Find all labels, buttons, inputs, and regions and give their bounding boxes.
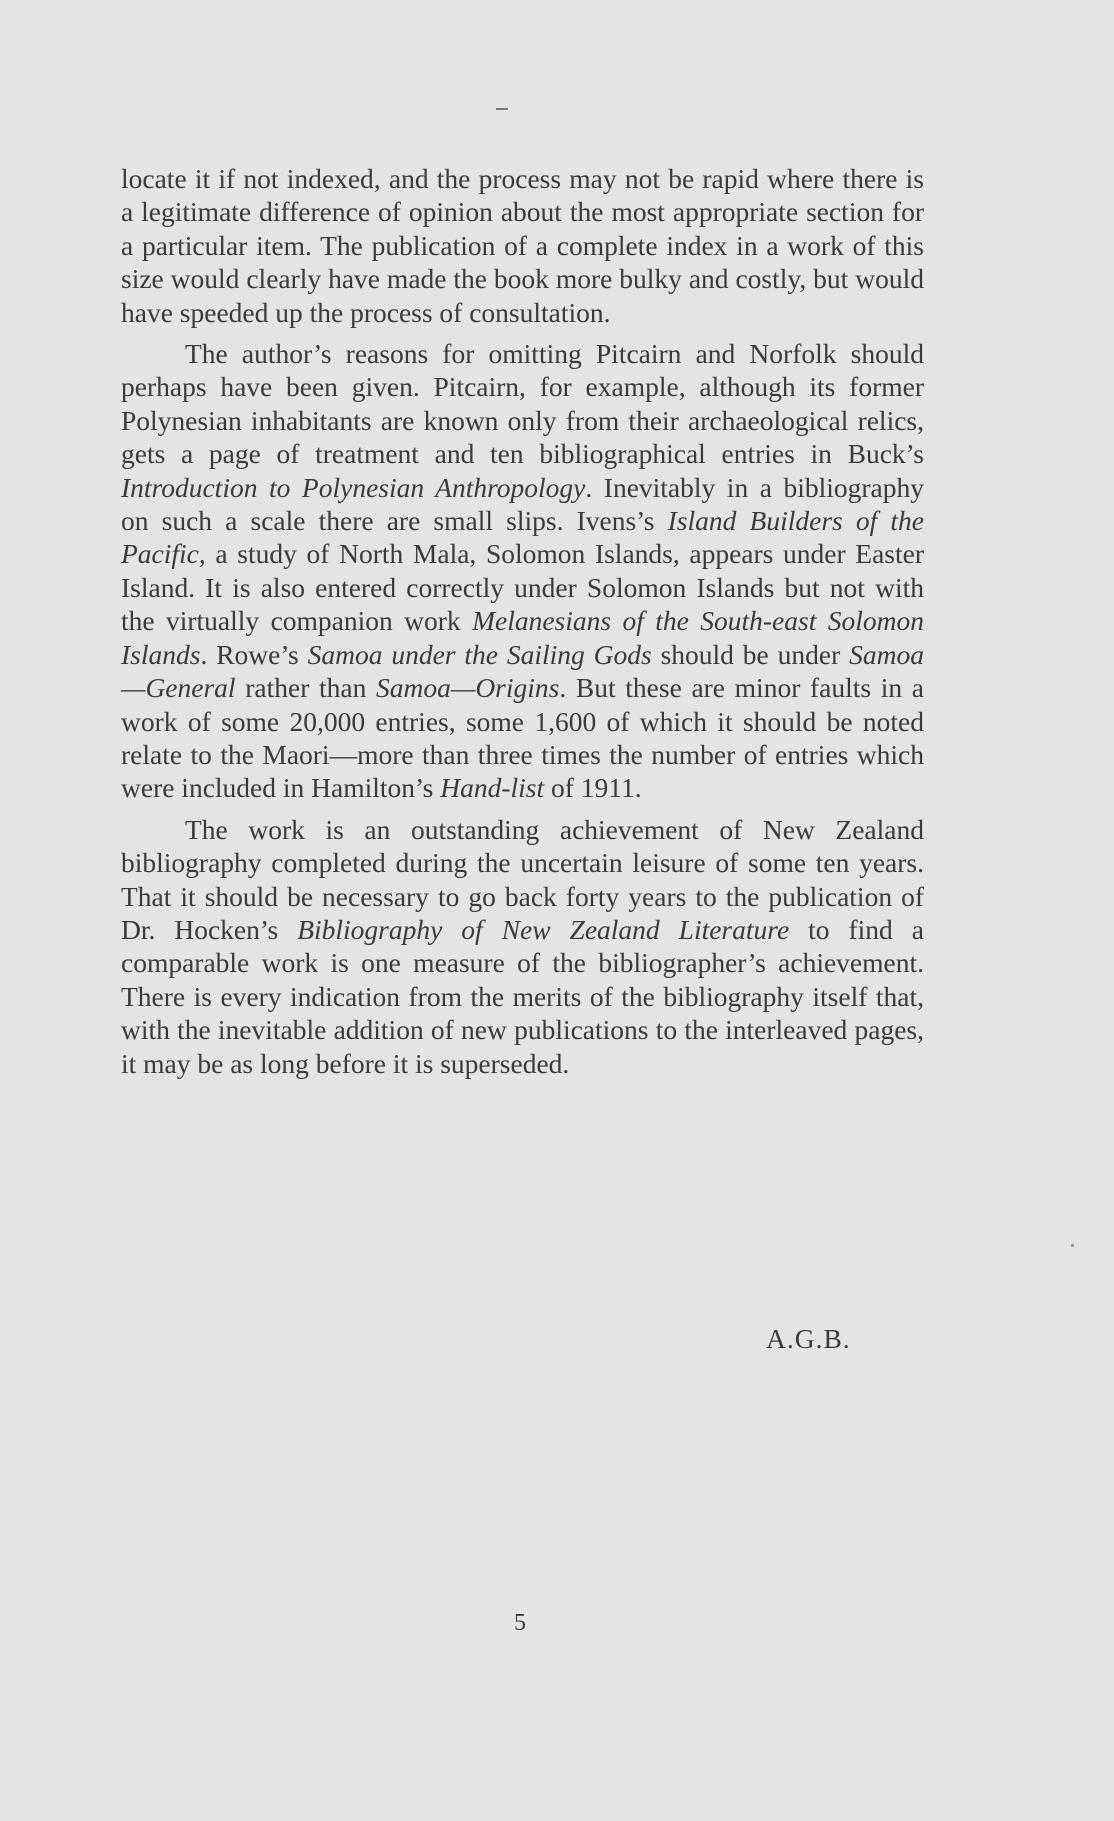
paragraph-2: The author’s reasons for omitting Pitcairn and Norfolk should perhaps have been given. Pitcairn, for example, although its former Polynesian inhabitants are known only from their archaeological relics, gets a page of treatment and ten bibliographical entries in Buck’s Introduction to Polynesian Anthropology. Inevitably in a bibliography on such a scale there are small slips. Ivens’s Island Builders of the Pacific, a study of North Mala, Solomon Islands, appears under Easter Island. It is also entered correctly under Solomon Islands but not with the virtually companion work Melanesians of the South-east Solomon Islands. Rowe’s Samoa under the Sailing Gods should be under Samoa—General rather than Samoa—Origins. But these are minor faults in a work of some 20,000 entries, some 1,600 of which it should be noted relate to the Maori—more than three times the number of entries which were included in Hamilton’s Hand-list of 1911. bbox=[121, 338, 925, 804]
title-introduction-polynesian-anthropology: Introduction to Polynesian Anthropology bbox=[121, 471, 586, 503]
title-samoa-under-sailing-gods: Samoa under the Sailing Gods bbox=[307, 638, 652, 670]
page-number: 5 bbox=[514, 1610, 526, 1636]
paragraph-3: The work is an outstanding achievement of New Zealand bibliography completed during the uncertain leisure of some ten years. That it should be necessary to go back forty years to the publication of Dr. Hocken’s Bibliography of New Zealand Literature to find a comparable work is one measure of the bibliographer’s achievement. There is every indication from the merits of the bibliography itself that, with the inevitable addition of new publications to the interleaved pages, it may be as long before it is superseded. bbox=[121, 813, 924, 1079]
title-island-builders: Island Builders of the Pacific bbox=[121, 505, 924, 570]
heading-samoa-general: Samoa—General bbox=[121, 638, 924, 704]
body-text bbox=[121, 162, 924, 1088]
title-hand-list: Hand-list bbox=[440, 772, 545, 804]
title-bibliography-nz-literature: Bibliography of New Zealand Literature bbox=[297, 913, 790, 945]
top-mark bbox=[496, 108, 508, 110]
paragraph-1: locate it if not indexed, and the process may not be rapid where there is a legitimate difference of opinion about the most appropriate section for a particular item. The publication of a complete index in a work of this size would clearly have made the book more bulky and costly, but would have speeded up the process of consultation. bbox=[121, 163, 924, 328]
title-melanesians: Melanesians of the South-east Solomon Islands bbox=[121, 605, 925, 670]
signature: A.G.B. bbox=[766, 1323, 851, 1354]
margin-speck bbox=[1071, 1244, 1074, 1247]
heading-samoa-origins: Samoa—Origins bbox=[376, 672, 560, 704]
